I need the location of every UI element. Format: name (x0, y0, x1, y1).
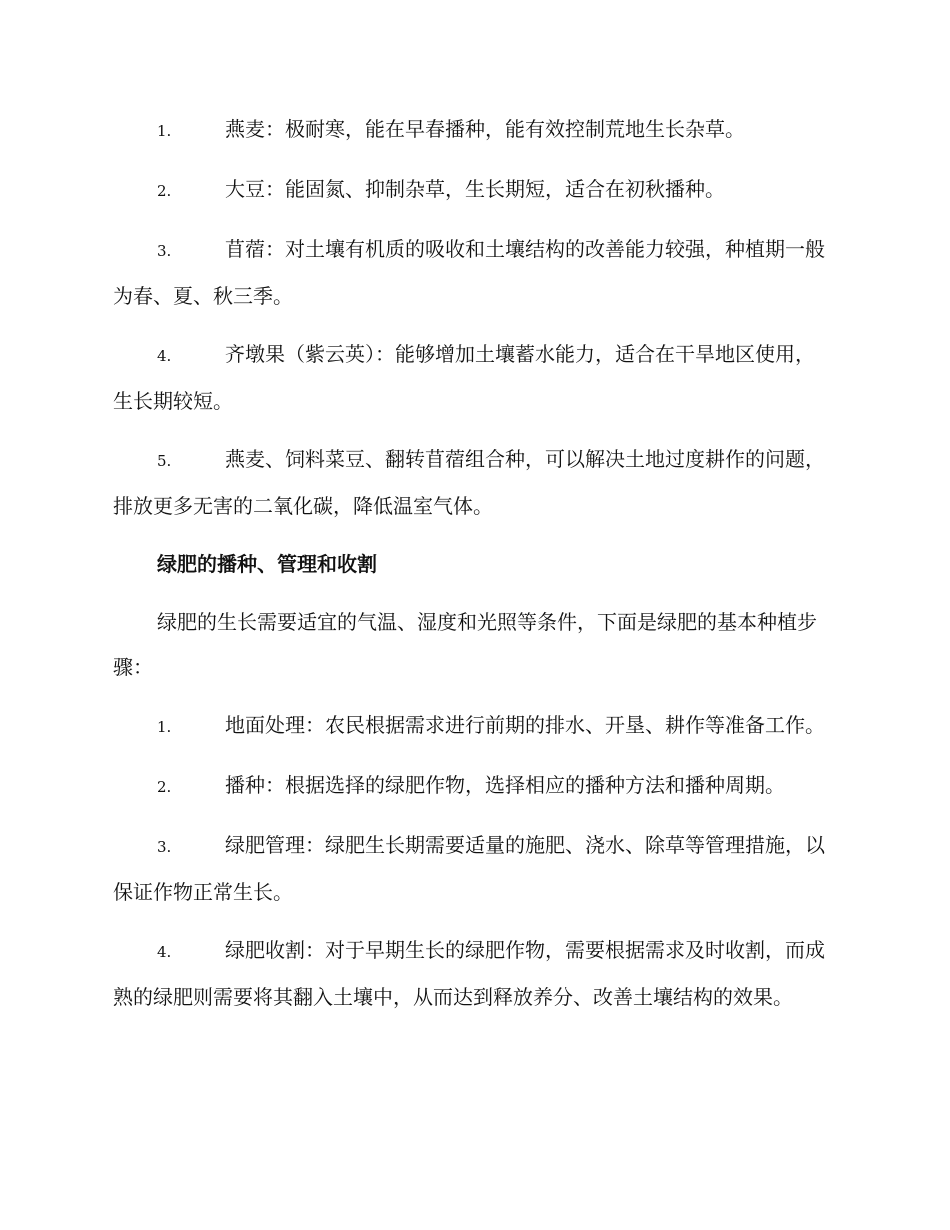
list-item (113, 332, 833, 424)
list-item-text: 燕麦、饲料菜豆、翻转苜蓿组合种，可以解决土地过度耕作的问题，排放更多无害的二氧化碳，降低温室气体。 (113, 447, 825, 518)
list-item-text: 绿肥管理：绿肥生长期需要适量的施肥、浇水、除草等管理措施，以保证作物正常生长。 (113, 833, 825, 904)
section-intro-paragraph: 绿肥的生长需要适宜的气温、湿度和光照等条件，下面是绿肥的基本种植步骤： (113, 610, 817, 679)
list-item (113, 823, 833, 915)
list-item-text: 大豆：能固氮、抑制杂草，生长期短，适合在初秋播种。 (225, 177, 725, 201)
list-number: 3. (157, 838, 172, 856)
list-item (113, 227, 833, 319)
list-number: 2. (157, 778, 172, 796)
list-item (113, 928, 833, 1020)
list-item (113, 703, 833, 750)
list-item-text: 苜蓿：对土壤有机质的吸收和土壤结构的改善能力较强，种植期一般为春、夏、秋三季。 (113, 237, 825, 308)
list-number: 4. (157, 943, 172, 961)
list-item (113, 763, 833, 810)
list-number: 5. (157, 452, 172, 470)
section-heading: 绿肥的播种、管理和收割 (157, 552, 377, 576)
list-item (113, 437, 833, 529)
list-item-text: 齐墩果（紫云英）：能够增加土壤蓄水能力，适合在干旱地区使用，生长期较短。 (113, 342, 815, 413)
list-number: 4. (157, 347, 172, 365)
document-body (113, 107, 833, 1033)
list-number: 2. (157, 182, 172, 200)
list-item-text: 绿肥收割：对于早期生长的绿肥作物，需要根据需求及时收割，而成熟的绿肥则需要将其翻入土壤中，从而达到释放养分、改善土壤结构的效果。 (113, 938, 825, 1009)
list-number: 3. (157, 242, 172, 260)
list-number: 1. (157, 718, 172, 736)
list-item-text: 播种：根据选择的绿肥作物，选择相应的播种方法和播种周期。 (225, 773, 785, 797)
list-item (113, 167, 833, 214)
list-item-text: 地面处理：农民根据需求进行前期的排水、开垦、耕作等准备工作。 (225, 713, 825, 737)
list-item-text: 燕麦：极耐寒，能在早春播种，能有效控制荒地生长杂草。 (225, 117, 745, 141)
list-number: 1. (157, 122, 172, 140)
list-item (113, 107, 833, 154)
